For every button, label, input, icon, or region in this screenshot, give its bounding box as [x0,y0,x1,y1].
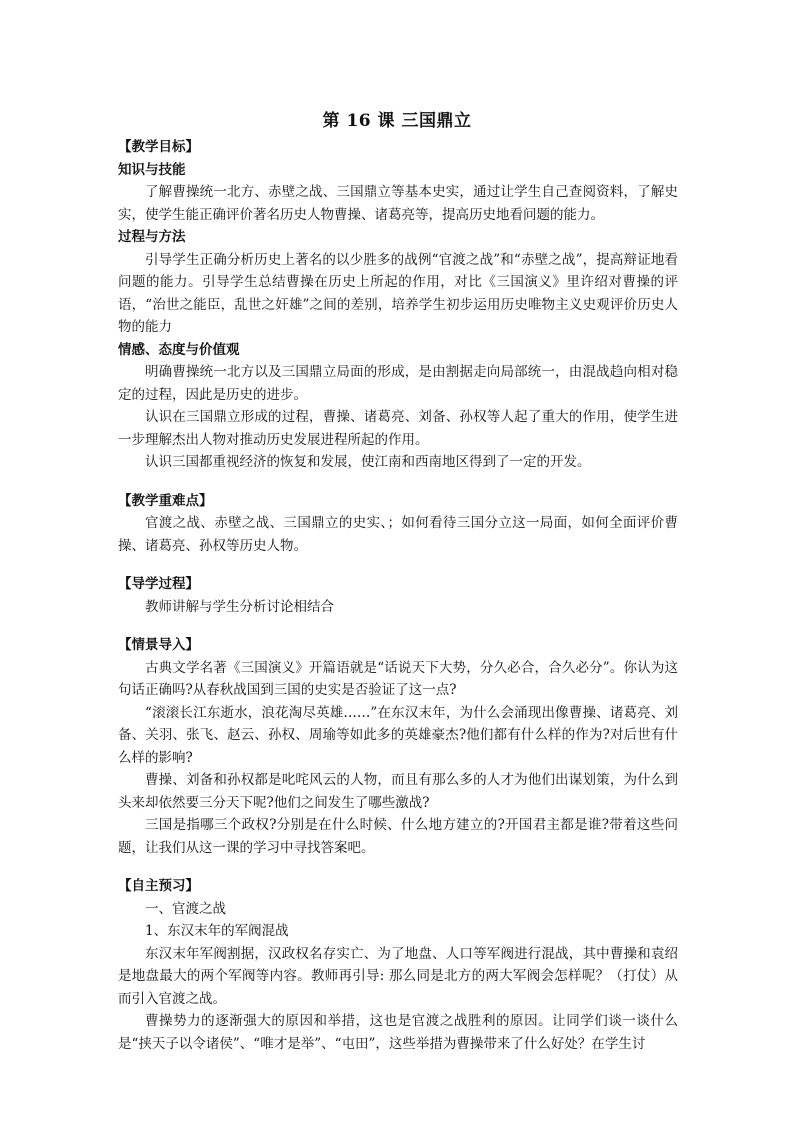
section-heading-preview: 【自主预习】 [118,878,199,894]
page-title: 第 16 课 三国鼎立 [322,111,472,131]
list-item-guandu: 一、官渡之战 [145,900,226,917]
section-heading-intro: 【情景导入】 [118,637,199,653]
spacer [118,618,678,634]
paragraph-knowledge: 了解曹操统一北方、赤壁之战、三国鼎立等基本史实，通过让学生自己查阅资料，了解史实，使学生能正确评价著名历史人物曹操、诸葛亮等，提高历史地看问题的能力。 [118,184,678,223]
subheading-knowledge: 知识与技能 [118,161,186,178]
paragraph-intro-3: 曹操、刘备和孙权都是叱咤风云的人物，而且有那么多的人才为他们出谋划策，为什么到头来却依然要三分天下呢?他们之间发生了哪些激战? [118,772,678,811]
paragraph-intro-4: 三国是指哪三个政权?分别是在什么时候、什么地方建立的?开国君主都是谁?带着这些问题，让我们从这一课的学习中寻找答案吧。 [118,817,678,856]
paragraph-intro-1: 古典文学名著《三国演义》开篇语就是“话说天下大势，分久必合，合久必分”。你认为这句话正确吗?从春秋战国到三国的史实是否验证了这一点? [118,659,678,698]
subheading-emotion: 情感、态度与价值观 [118,341,240,358]
paragraph-intro-2: “滚滚长江东逝水，浪花淘尽英雄……”在东汉末年，为什么会涌现出像曹操、诸葛亮、刘备、关羽、张飞、赵云、孙权、周瑜等如此多的英雄豪杰?他们都有什么样的作为?对后世有什么样的影响? [118,704,678,766]
paragraph-preview-2: 曹操势力的逐渐强大的原因和举措，这也是官渡之战胜利的原因。让同学们谈一谈什么是“挟天子以令诸侯”、“唯才是举”、“屯田”，这些举措为曹操带来了什么好处？在学生讨 [118,1013,678,1052]
document-body [118,136,678,1055]
paragraph-key-points: 官渡之战、赤壁之战、三国鼎立的史实、；如何看待三国分立这一局面，如何全面评价曹操、诸葛亮、孙权等历史人物。 [118,515,678,554]
paragraph-emotion-2: 认识在三国鼎立形成的过程，曹操、诸葛亮、刘备、孙权等人起了重大的作用，使学生进一步理解杰出人物对推动历史发展进程所起的作用。 [118,409,678,448]
spacer [118,474,678,490]
paragraph-guide: 教师讲解与学生分析讨论相结合 [145,598,334,615]
paragraph-emotion-3: 认识三国都重视经济的恢复和发展，使江南和西南地区得到了一定的开发。 [145,454,591,470]
subheading-process: 过程与方法 [118,229,186,245]
section-heading-guide: 【导学过程】 [118,576,199,592]
list-item-warlords: 1、东汉末年的军阀混战 [145,923,289,939]
spacer [118,557,678,573]
spacer [118,859,678,875]
paragraph-process: 引导学生正确分析历史上著名的以少胜多的战例“官渡之战”和“赤壁之战”，提高辩证地看问题的能力。引导学生总结曹操在历史上所起的作用，对比《三国演义》里许绍对曹操的评语，“治世之能臣，乱世之奸雄”之间的差别，培养学生初步运用历史唯物主义史观评价历史人物的能力 [118,251,678,335]
paragraph-preview-1: 东汉末年军阀割据，汉政权名存实亡、为了地盘、人口等军阀进行混战，其中曹操和袁绍是地盘最大的两个军阀等内容。教师再引导: 那么同是北方的两大军阀会怎样呢？（打仗）从而引入官渡之战。 [118,945,678,1007]
section-heading-goals: 【教学目标】 [118,139,199,155]
section-heading-key-points: 【教学重难点】 [118,492,213,509]
paragraph-emotion-1: 明确曹操统一北方以及三国鼎立局面的形成，是由割据走向局部统一，由混战趋向相对稳定的过程，因此是历史的进步。 [118,364,678,403]
